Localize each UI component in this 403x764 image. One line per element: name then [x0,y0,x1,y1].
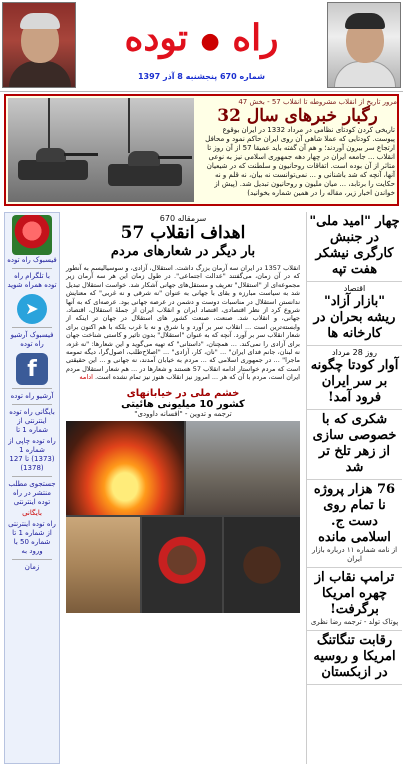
masthead-logo[interactable] [80,18,323,61]
telegram-link[interactable]: با تلگرام راه توده همراه شوید [7,272,57,289]
editorial-body-text: انقلاب 1357 در ایران سه آرمان بزرگ داشت. استقلال، آزادی، و سوسیالیسم به آنطور که در آن زمان، می‌گفتند "عدالت اجتماعی". در طول زمان این هر سه آرمان زیر مجموعه‌ای از "استقلال" تعریف و مستقل‌های جهانی آشکار شد. خواست استقلال تبدیل شد به سیاست مبارزه و بقای با جهانی به عنوان "نه شرقی و نه غربی" که معنایش ندانستن استقلال در مناسبات دوست و دشمن در عرصه جهانی بود. عرصه‌ای که به آنها شروع کرد از نظر اقتصادی، اقتصاد ایران و انقلاب ایران از جملۀ استقلال، اقتصاد، جهانی، و انقلاب شد. صنعت، صنعت کشور های استقلال در جهان تر اینکه از وابسته‌ترین است ... انقلاب سر بر آورد و با شرق و نه با غرب بلکه با هم اکنون برای شعار انقلاب سر بر آورد. آنچه که به عنوان "استقلال" بدون تاثیر و کاستی شناخت جهان برای آزادی را نمی‌کند. ... همچنان، "داستانی" که تهیه می‌گوید و این شعارها: "نه غزه، نه لبنان، جانم فدای ایران" ... "نان، کار، آزادی" ... "اصلاح‌طلب، اصول‌گرا، دیگه تمومه ماجرا" ... در جمهوری اسلامی که ... مردم به خیابان آمدند، نه جهانی و ... این حقیقتی است که مردم خواستار ادامه انقلاب 57 هستند و شعارها در ... هم شعار استقلال مردم ایران است، مردم با آن که هر ... امروز نیز انقلاب هنوز نیز تمام نشده است. [66,264,301,382]
editorial-title[interactable]: اهداف انقلاب 57 [120,223,246,243]
facebook-archive-link[interactable]: فیسبوک آرشیو راه توده [10,331,54,348]
news-item[interactable] [307,480,402,568]
facebook-icon[interactable]: f [16,353,48,385]
banner-kicker: مرور تاریخ از انقلاب مشروطه تا انقلاب 57 - بخش 47 [238,98,397,106]
rose-icon: ● [200,28,220,54]
issue-line: شماره 670 پنجشنبه 8 آذر 1397 [137,72,266,81]
news-item-title[interactable]: رقابت تنگاتنگ امریکا و روسیه در ازبکستان [313,633,396,680]
editorial-kicker: سرمقاله 670 [159,214,207,223]
news-item-kicker: روز 28 مرداد [332,348,377,357]
banner-text [198,96,397,204]
masthead-word-1: راه [232,17,279,59]
time-label: زمان [24,563,40,571]
right-news-column [306,212,402,764]
banner-body: تاریخی کردن کودتای نظامی در مرداد 1332 در ایران بوقوع پیوست. کودتایی که عملا شاهی آن روی ایران حاکم نمود و محافل ارتجاع سر بیرون آوردند؛ و هم آن گفته باید عمیقا 57 از آن روز تا انقلاب ... جامعه ایران در چهار دهه جمهوری اسلامی نیز به نوعی متاثر از آن بوده است. اتفاقات روحانیون و سلطنت که در شیعیان آنها، آنچه که شد باشنانی و ... نمی‌توانست نه بیان، نه قلم و نه حکایت را برتابد، ... میان ملیون و روحانیون تبدیل شد. (پیش از خواندن اخبار زیر، مقاله را در همین شماره بخوانید) [205,126,395,197]
news-item-kicker: اقتصاد [343,284,366,293]
facebook-link[interactable]: فیسبوک راه توده [7,256,57,264]
tanks-photo [8,98,194,202]
archive-link[interactable]: آرشیو راه توده [10,392,54,400]
pottery-photo [66,517,140,613]
archive-red-link[interactable]: بایگانی [22,509,42,517]
divider [12,268,52,269]
news-item[interactable] [307,212,402,282]
child-portrait-photo [224,517,300,613]
magazine-archive-link[interactable]: بایگانی راه توده اینترنتی از شماره 1 تا [9,408,55,434]
news-item[interactable] [307,568,402,631]
news-item-note: از نامه شماره ۱۱ درباره بازار ایران [311,546,398,563]
divider [12,327,52,328]
divider [12,476,52,477]
search-articles-link[interactable]: جستجوی مطلب منتشر در راه توده اینترنتی [8,480,56,506]
haiti-article-byline: ترجمه و تدوین - "افسانه داوودی" [134,409,232,418]
headline-banner[interactable] [4,94,399,206]
left-portrait-image [2,2,76,88]
left-sidebar [4,212,60,764]
banner-title[interactable]: رگبار خبرهای سال 32 [217,106,378,126]
masthead-word-2: توده [124,17,188,59]
rose-logo-image[interactable] [12,215,52,255]
news-item-title[interactable]: شکری که با خصوصی سازی از زهر تلخ تر شد [312,412,397,475]
news-item-title[interactable]: ترامپ نقاب از چهره امریکا برگرفت! [314,570,395,617]
divider [12,404,52,405]
haiti-article-subtitle[interactable]: کشور 10 میلیونی هائیتی [121,398,245,410]
right-portrait-image [327,2,401,88]
news-item-title[interactable]: آوار کودتا چگونه بر سر ایران فرود آمد! [310,358,399,405]
news-item-title[interactable]: 76 هزار پروژه نا تمام روی دست ج. اسلامی مانده [313,482,396,545]
street-protest-photo [186,421,300,515]
main-article-column [63,212,303,764]
editorial-body [63,261,303,382]
news-item[interactable] [307,631,402,685]
fire-photo [66,421,184,515]
read-more-link[interactable]: ادامه [79,373,93,382]
online-archive-link[interactable]: راه توده اینترنتی از شماره 1 تا شماره 50 با ورود به [8,520,56,555]
haiti-article-title[interactable]: خشم ملی در خیابانهای [126,387,240,399]
news-item[interactable] [307,410,402,480]
divider [12,559,52,560]
news-item-title[interactable]: چهار "امید ملی" در جنبش کارگری نیشکر هفت تپه [309,214,400,277]
print-archive-link[interactable]: راه توده چاپی از شماره 1 (1373) تا 127 (1378) [8,437,56,472]
telegram-icon[interactable]: ➤ [17,294,47,324]
news-item-title[interactable]: "بازار آزاد" ریشه بحران در کارخانه ها [313,294,396,341]
news-item-note: پوتاک تولد - ترجمه رضا نظری [310,618,399,626]
editorial-subtitle[interactable]: بار دیگر در شعارهای مردم [110,244,256,259]
divider [12,388,52,389]
news-item[interactable] [307,346,402,410]
page-header [0,0,403,92]
woman-portrait-photo [142,517,222,613]
haiti-photo-collage[interactable] [66,421,300,613]
news-item[interactable] [307,282,402,346]
